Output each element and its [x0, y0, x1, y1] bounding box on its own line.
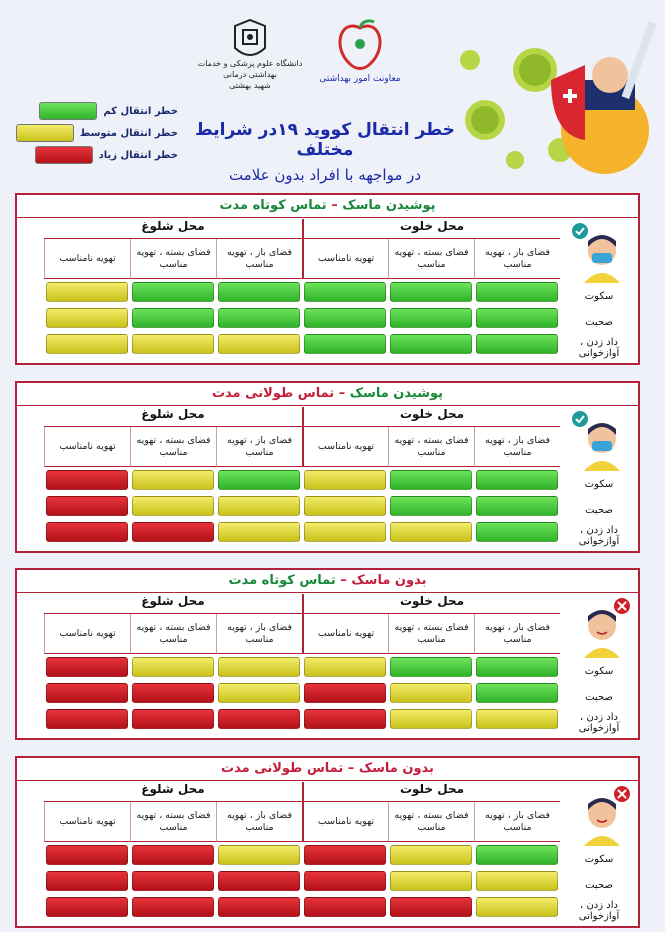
column-header: فضای باز ، تهویه مناسب — [216, 614, 302, 654]
area-quiet: محل خلوت — [302, 594, 560, 614]
risk-level-bar — [46, 871, 128, 891]
risk-level-bar — [46, 470, 128, 490]
panel-title — [17, 570, 638, 593]
masked-person-icon — [560, 223, 632, 283]
risk-level-bar — [218, 282, 300, 302]
legend-swatch-yellow — [16, 124, 74, 142]
column-header: فضای باز ، تهویه مناسب — [216, 802, 302, 842]
risk-level-bar — [390, 657, 472, 677]
risk-level-bar — [46, 657, 128, 677]
risk-level-bar — [304, 282, 386, 302]
risk-row — [44, 706, 560, 732]
column-header: تهویه نامناسب — [302, 614, 388, 654]
risk-level-bar — [132, 308, 214, 328]
column-header: تهویه نامناسب — [302, 802, 388, 842]
legend-item-low — [8, 100, 178, 122]
risk-level-bar — [304, 496, 386, 516]
risk-level-bar — [390, 845, 472, 865]
activity-label: سکوت — [584, 665, 614, 677]
row-labels — [562, 283, 636, 361]
risk-level-bar — [132, 334, 214, 354]
risk-level-bar — [218, 522, 300, 542]
risk-level-bar — [218, 897, 300, 917]
legend — [8, 100, 178, 166]
legend-item-medium — [8, 122, 178, 144]
risk-level-bar — [46, 709, 128, 729]
risk-grid — [44, 782, 560, 920]
risk-level-bar — [304, 470, 386, 490]
person-avatar — [560, 223, 632, 287]
page-title: خطر انتقال کووید ۱۹در شرایط مختلف — [195, 120, 455, 160]
risk-level-bar — [304, 871, 386, 891]
virus-shield-illustration — [455, 20, 665, 185]
unmasked-person-icon — [560, 786, 632, 846]
risk-level-bar — [390, 496, 472, 516]
column-header: تهویه نامناسب — [302, 427, 388, 467]
panel-title — [17, 758, 638, 781]
risk-level-bar — [476, 282, 558, 302]
panel-title-mask: پوشیدن ماسک — [349, 386, 444, 401]
activity-label: سکوت — [584, 478, 614, 490]
panel-title-dash: – — [343, 761, 359, 776]
risk-panel — [15, 568, 640, 740]
health-deputy-logo — [330, 18, 390, 74]
risk-level-bar — [476, 897, 558, 917]
area-crowded: محل شلوغ — [44, 782, 302, 802]
row-labels — [562, 846, 636, 924]
area-quiet: محل خلوت — [302, 219, 560, 239]
risk-level-bar — [218, 308, 300, 328]
activity-label: صحبت — [585, 504, 613, 516]
risk-grid — [44, 219, 560, 357]
person-avatar — [560, 786, 632, 850]
panel-title-contact: تماس کوتاه مدت — [228, 573, 336, 588]
panel-title-contact: تماس طولانی مدت — [221, 761, 344, 776]
university-name: دانشگاه علوم پزشکی و خدمات بهداشتی درمانی شهید بهشتی — [197, 59, 303, 90]
activity-label: سکوت — [584, 853, 614, 865]
risk-level-bar — [218, 470, 300, 490]
risk-level-bar — [46, 282, 128, 302]
risk-level-bar — [476, 709, 558, 729]
activity-label: داد زدن ، آوازخوانی — [578, 525, 620, 547]
risk-level-bar — [476, 522, 558, 542]
row-labels — [562, 658, 636, 736]
risk-level-bar — [476, 308, 558, 328]
activity-label: داد زدن ، آوازخوانی — [578, 337, 620, 359]
risk-level-bar — [132, 522, 214, 542]
activity-label: صحبت — [585, 316, 613, 328]
activity-label: صحبت — [585, 691, 613, 703]
risk-level-bar — [390, 282, 472, 302]
risk-level-bar — [390, 308, 472, 328]
risk-level-bar — [390, 897, 472, 917]
column-header: تهویه نامناسب — [44, 802, 130, 842]
panel-title-mask: پوشیدن ماسک — [342, 198, 436, 213]
masked-person-icon — [560, 411, 632, 471]
risk-level-bar — [476, 871, 558, 891]
legend-label: خطر انتقال متوسط — [79, 127, 178, 139]
legend-label: خطر انتقال زیاد — [98, 149, 178, 161]
risk-grid — [44, 407, 560, 545]
risk-row — [44, 654, 560, 680]
activity-label: داد زدن ، آوازخوانی — [578, 900, 620, 922]
risk-level-bar — [46, 683, 128, 703]
row-labels — [562, 471, 636, 549]
risk-level-bar — [476, 845, 558, 865]
risk-row — [44, 519, 560, 545]
risk-row — [44, 680, 560, 706]
risk-level-bar — [46, 845, 128, 865]
risk-level-bar — [476, 683, 558, 703]
column-header: تهویه نامناسب — [44, 427, 130, 467]
area-quiet: محل خلوت — [302, 407, 560, 427]
health-deputy-label: معاونت امور بهداشتی — [319, 74, 401, 84]
risk-level-bar — [132, 709, 214, 729]
risk-level-bar — [218, 845, 300, 865]
risk-row — [44, 467, 560, 493]
column-header: فضای باز ، تهویه مناسب — [474, 802, 560, 842]
risk-level-bar — [304, 522, 386, 542]
column-header: فضای بسته ، تهویه مناسب — [388, 614, 474, 654]
risk-level-bar — [304, 657, 386, 677]
person-avatar — [560, 598, 632, 662]
column-header: فضای بسته ، تهویه مناسب — [130, 802, 216, 842]
risk-level-bar — [476, 470, 558, 490]
risk-level-bar — [390, 470, 472, 490]
risk-level-bar — [304, 334, 386, 354]
risk-row — [44, 305, 560, 331]
risk-level-bar — [476, 334, 558, 354]
risk-level-bar — [390, 522, 472, 542]
legend-swatch-red — [35, 146, 93, 164]
legend-label: خطر انتقال کم — [103, 105, 178, 117]
column-header: فضای باز ، تهویه مناسب — [474, 614, 560, 654]
panel-title-mask: بدون ماسک — [358, 761, 434, 776]
unmasked-person-icon — [560, 598, 632, 658]
risk-level-bar — [46, 897, 128, 917]
header — [0, 0, 665, 185]
legend-swatch-green — [39, 102, 97, 120]
area-crowded: محل شلوغ — [44, 219, 302, 239]
column-header: تهویه نامناسب — [302, 239, 388, 279]
risk-row — [44, 493, 560, 519]
activity-label: داد زدن ، آوازخوانی — [578, 712, 620, 734]
risk-level-bar — [390, 683, 472, 703]
risk-level-bar — [390, 334, 472, 354]
column-header: فضای بسته ، تهویه مناسب — [130, 239, 216, 279]
risk-level-bar — [132, 897, 214, 917]
risk-level-bar — [218, 871, 300, 891]
risk-level-bar — [390, 871, 472, 891]
column-header: فضای بسته ، تهویه مناسب — [388, 802, 474, 842]
area-quiet: محل خلوت — [302, 782, 560, 802]
risk-level-bar — [46, 496, 128, 516]
risk-level-bar — [46, 522, 128, 542]
panel-title — [17, 383, 638, 406]
page-subtitle: در مواجهه با افراد بدون علامت — [228, 166, 422, 184]
risk-panel — [15, 756, 640, 928]
column-header: فضای بسته ، تهویه مناسب — [130, 614, 216, 654]
column-header: تهویه نامناسب — [44, 614, 130, 654]
risk-level-bar — [304, 683, 386, 703]
risk-level-bar — [476, 496, 558, 516]
title-block — [175, 120, 475, 184]
risk-level-bar — [218, 709, 300, 729]
column-header: فضای باز ، تهویه مناسب — [474, 239, 560, 279]
risk-row — [44, 842, 560, 868]
column-header: فضای باز ، تهویه مناسب — [474, 427, 560, 467]
risk-level-bar — [132, 470, 214, 490]
risk-level-bar — [132, 871, 214, 891]
risk-level-bar — [132, 845, 214, 865]
risk-panel — [15, 193, 640, 365]
risk-row — [44, 279, 560, 305]
risk-row — [44, 894, 560, 920]
risk-level-bar — [304, 897, 386, 917]
activity-label: صحبت — [585, 879, 613, 891]
risk-level-bar — [46, 308, 128, 328]
area-crowded: محل شلوغ — [44, 407, 302, 427]
panel-title-dash: – — [326, 198, 343, 213]
risk-panel — [15, 381, 640, 553]
risk-level-bar — [476, 657, 558, 677]
panel-title-dash: – — [334, 386, 350, 401]
column-header: فضای بسته ، تهویه مناسب — [130, 427, 216, 467]
risk-level-bar — [132, 282, 214, 302]
risk-level-bar — [304, 308, 386, 328]
person-avatar — [560, 411, 632, 475]
column-header: تهویه نامناسب — [44, 239, 130, 279]
risk-level-bar — [304, 845, 386, 865]
column-header: فضای بسته ، تهویه مناسب — [388, 427, 474, 467]
activity-label: سکوت — [584, 290, 614, 302]
panel-title-dash: – — [335, 573, 352, 588]
risk-level-bar — [218, 683, 300, 703]
risk-level-bar — [132, 657, 214, 677]
risk-level-bar — [46, 334, 128, 354]
risk-level-bar — [218, 334, 300, 354]
risk-row — [44, 331, 560, 357]
column-header: فضای باز ، تهویه مناسب — [216, 427, 302, 467]
risk-level-bar — [218, 657, 300, 677]
panel-title-mask: بدون ماسک — [351, 573, 427, 588]
legend-item-high — [8, 144, 178, 166]
panel-title — [17, 195, 638, 218]
risk-grid — [44, 594, 560, 732]
column-header: فضای باز ، تهویه مناسب — [216, 239, 302, 279]
risk-level-bar — [132, 496, 214, 516]
risk-level-bar — [218, 496, 300, 516]
panel-title-contact: تماس طولانی مدت — [211, 386, 335, 401]
risk-level-bar — [304, 709, 386, 729]
column-header: فضای بسته ، تهویه مناسب — [388, 239, 474, 279]
area-crowded: محل شلوغ — [44, 594, 302, 614]
risk-row — [44, 868, 560, 894]
risk-level-bar — [390, 709, 472, 729]
risk-level-bar — [132, 683, 214, 703]
panel-title-contact: تماس کوتاه مدت — [219, 198, 327, 213]
